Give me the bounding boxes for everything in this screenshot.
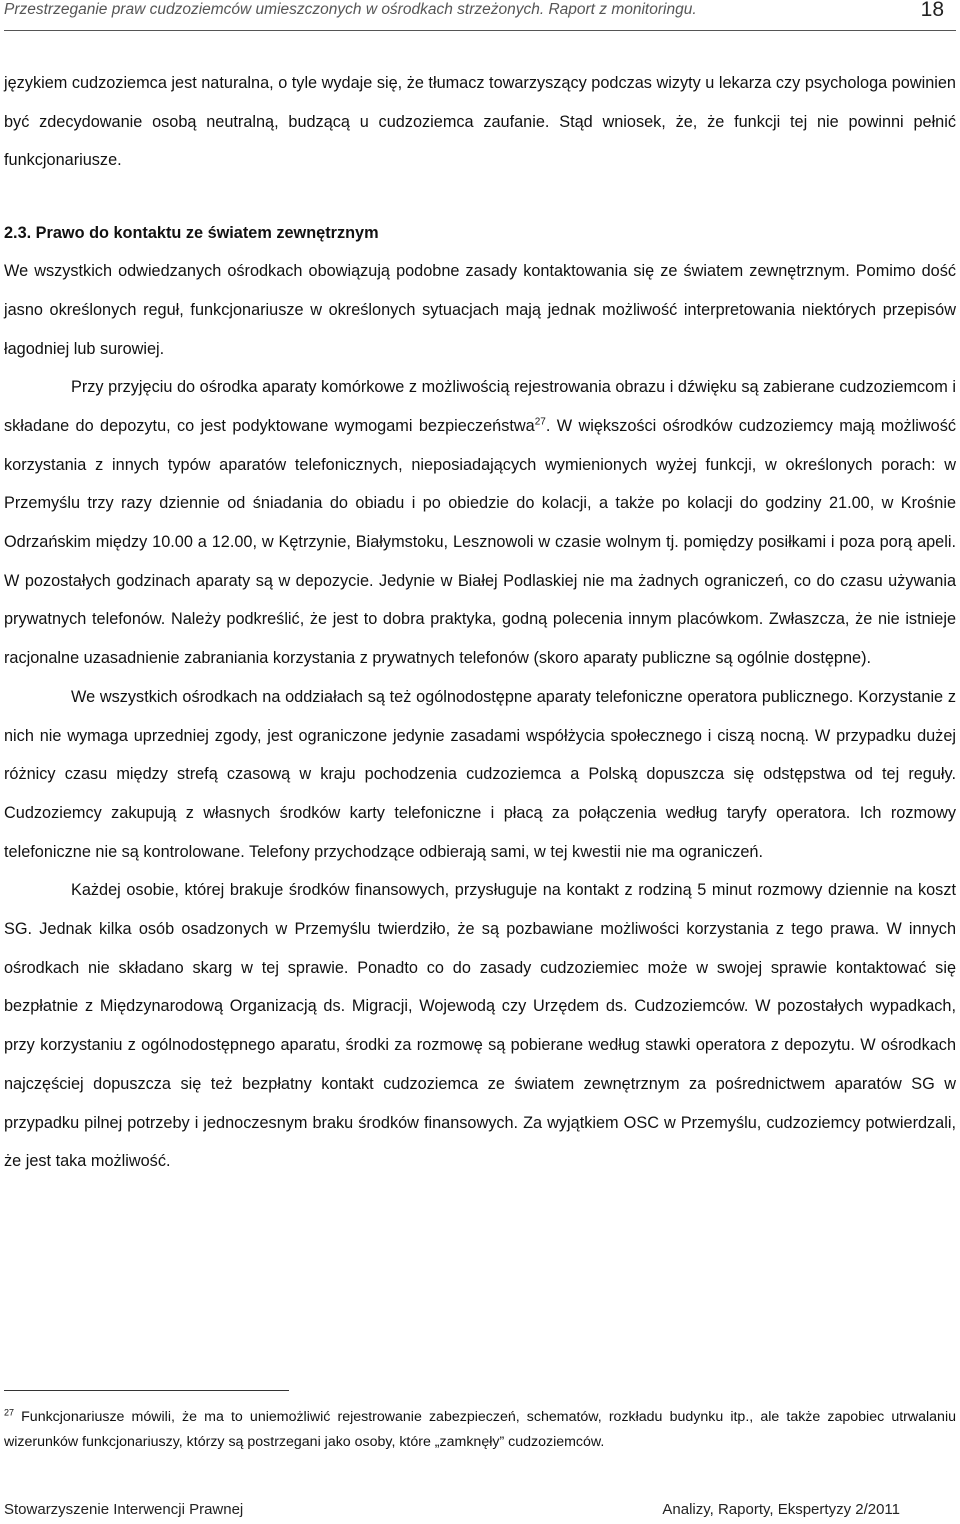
footnote-separator	[4, 1390, 289, 1391]
section-paragraph-3: We wszystkich ośrodkach na oddziałach są też ogólnodostępne aparaty telefoniczne operatora publicznego. Korzystanie z nich nie wymaga uprzedniej zgody, jest ograniczone jedynie zasadami współżycia społecznego i ciszą nocną. W przypadku dużej różnicy czasu między strefą czasową w kraju pochodzenia cudzoziemca a Polską dopuszcza się odstępstwa od tej reguły. Cudzoziemcy zakupują z własnych środków karty telefoniczne i płacą za połączenia według taryfy operatora. Ich rozmowy telefoniczne nie są kontrolowane. Telefony przychodzące odbierają sami, w tej kwestii nie ma ograniczeń.	[4, 687, 956, 861]
page-body	[4, 64, 956, 1181]
section-paragraph-2	[4, 368, 956, 678]
page-number: 18	[920, 0, 944, 21]
footnote-number: 27	[4, 1407, 15, 1418]
footnote	[4, 1405, 956, 1455]
footer-series: Analizy, Raporty, Ekspertyzy 2/2011	[662, 1501, 900, 1518]
footnote-text: Funkcjonariusze mówili, że ma to uniemożliwić rejestrowanie zabezpieczeń, schematów, rozkładu budynku itp., ale także zapobiec utrwalaniu wizerunków funkcjonariuszy, którzy są postrzegani jako osoby, które „zamknęły” cudzoziemców.	[4, 1409, 956, 1450]
footer-publisher: Stowarzyszenie Interwencji Prawnej	[4, 1501, 244, 1518]
paragraph-continuation: językiem cudzoziemca jest naturalna, o tyle wydaje się, że tłumacz towarzyszący podczas wizyty u lekarza czy psychologa powinien być zdecydowanie osobą neutralną, budzącą u cudzoziemca zaufanie. Stąd wniosek, że, że funkcji tej nie powinni pełnić funkcjonariusze.	[4, 74, 956, 170]
page-header	[4, 0, 956, 31]
running-title: Przestrzeganie praw cudzoziemców umieszczonych w ośrodkach strzeżonych. Raport z monitoringu.	[4, 1, 697, 18]
footnote-reference[interactable]: 27	[534, 416, 546, 428]
section-heading: 2.3. Prawo do kontaktu ze światem zewnętrznym	[4, 224, 379, 243]
section-paragraph-4: Każdej osobie, której brakuje środków finansowych, przysługuje na kontakt z rodziną 5 minut rozmowy dziennie na koszt SG. Jednak kilka osób osadzonych w Przemyślu twierdziło, że są pozbawiane możliwości korzystania z tego prawa. W innych ośrodkach nie składano skarg w tej sprawie. Ponadto co do zasady cudzoziemiec może w swojej sprawie kontaktować się bezpłatnie z Międzynarodową Organizacją ds. Migracji, Wojewodą czy Urzędem ds. Cudzoziemców. W pozostałych wypadkach, przy korzystaniu z ogólnodostępnego aparatu, środki za rozmowę są pobierane według stawki operatora z depozytu. W ośrodkach najczęściej dopuszcza się też bezpłatny kontakt cudzoziemca ze światem zewnętrznym za pośrednictwem aparatów SG w przypadku pilnej potrzeby i jednoczesnym braku środków finansowych. Za wyjątkiem OSC w Przemyślu, cudzoziemcy potwierdzali, że jest taka możliwość.	[4, 881, 956, 1171]
paragraph-2-text-end: . W większości ośrodków cudzoziemcy mają możliwość korzystania z innych typów aparatów telefonicznych, nieposiadających wymienionych wyżej funkcji, w określonych porach: w Przemyślu trzy razy dziennie od śniadania do obiadu i po obiedzie do kolacji, a także po kolacji do godziny 21.00, w Krośnie Odrzańskim między 10.00 a 12.00, w Kętrzynie, Białymstoku, Lesznowoli w czasie wolnym tj. pomiędzy posiłkami i poza porą apeli. W pozostałych godzinach aparaty są w depozycie. Jedynie w Białej Podlaskiej nie ma żadnych ograniczeń, co do czasu używania prywatnych telefonów. Należy podkreślić, że jest to dobra praktyka, godną polecenia innym placówkom. Zwłaszcza, że nie istnieje racjonalne uzasadnienie zabraniania korzystania z prywatnych telefonów (skoro aparaty publiczne są ogólnie dostępne).	[4, 416, 956, 668]
section-paragraph-1: We wszystkich odwiedzanych ośrodkach obowiązują podobne zasady kontaktowania się ze światem zewnętrznym. Pomimo dość jasno określonych reguł, funkcjonariusze w określonych sytuacjach mają jednak możliwość interpretowania niektórych przepisów łagodniej lub surowiej.	[4, 262, 956, 358]
paragraph-2-text-start: Przy przyjęciu do ośrodka aparaty komórkowe z możliwością rejestrowania obrazu i dźwięku są zabierane cudzoziemcom i składane do depozytu, co jest podyktowane wymogami bezpieczeństwa	[4, 378, 956, 435]
page-footer	[4, 1501, 956, 1518]
